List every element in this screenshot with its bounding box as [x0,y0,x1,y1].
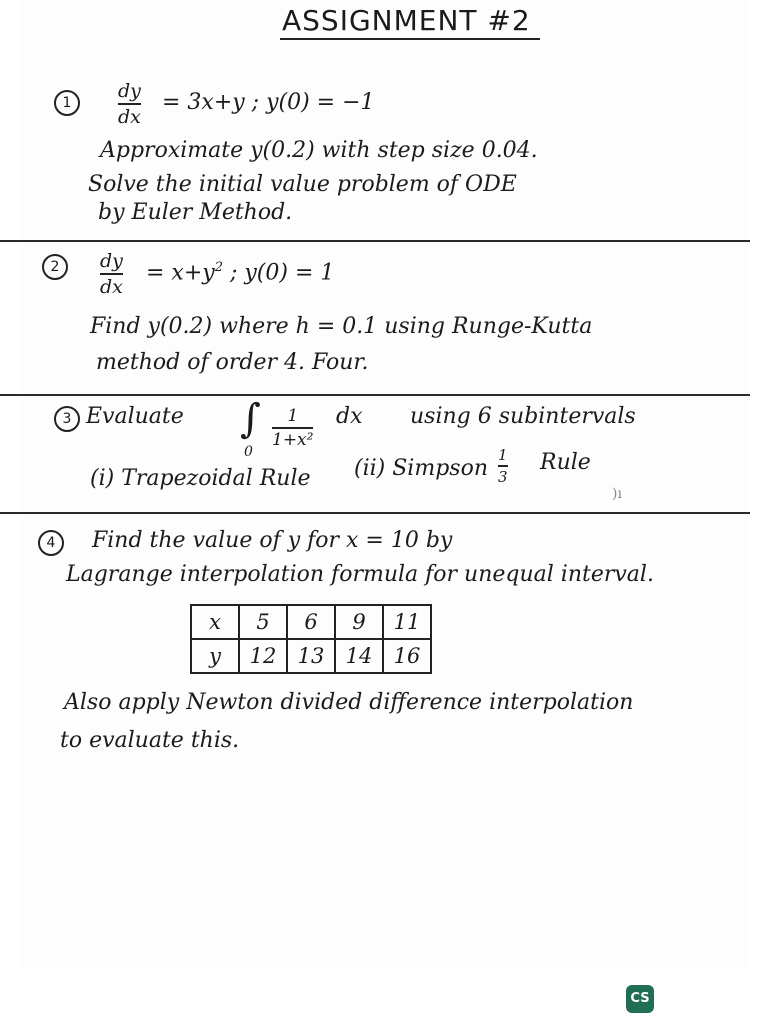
q2-derivative [100,250,123,298]
q4-line-1: Find the value of y for x = 10 by [92,528,453,553]
q3-lower-limit: 0 [244,444,253,460]
q3-integrand-denominator: 1+x² [272,430,314,450]
q1-derivative-numerator: dy [118,80,141,102]
table-cell-y: 14 [335,639,383,673]
question-1-number: 1 [54,90,80,116]
q4-line-3: Also apply Newton divided difference interpolation [64,690,634,715]
table-row-x [191,605,431,639]
q4-line-2: Lagrange interpolation formula for unequal interval. [66,562,654,587]
q3-integrand-numerator: 1 [287,406,299,426]
q2-derivative-numerator: dy [100,250,123,272]
q3-rest: using 6 subintervals [410,404,636,429]
q3-integrand [272,406,313,450]
q2-equation-condition: ; y(0) = 1 [222,260,335,286]
q3-part-1: (i) Trapezoidal Rule [90,466,311,491]
q3-simpson-fraction [498,446,508,486]
q2-line-2: method of order 4. Four. [96,350,369,375]
question-4-number: 4 [38,530,64,556]
table-cell-y: 12 [239,639,287,673]
question-3-number: 3 [54,406,80,432]
q2-line-1: Find y(0.2) where h = 0.1 using Runge-Kutta [90,314,593,339]
fraction-bar [118,103,141,105]
camscanner-logo: CS [626,985,654,1013]
fraction-bar [498,465,508,467]
q2-equation-lhs: = x+y [146,260,215,286]
fraction-bar [272,427,313,429]
table-cell-x: 5 [239,605,287,639]
fraction-bar [100,273,123,275]
q2-equation [146,260,334,285]
q4-line-4: to evaluate this. [60,728,240,753]
q1-derivative [118,80,141,128]
integral-sign: ∫ [240,396,261,442]
divider-3 [0,512,750,514]
table-cell-y: 13 [287,639,335,673]
data-table [190,604,432,674]
q3-simpson-denominator: 3 [498,468,508,486]
table-cell-x: 11 [383,605,431,639]
q3-part-2: (ii) Simpson [354,456,488,481]
table-row-y [191,639,431,673]
q3-evaluate-word: Evaluate [86,404,184,429]
q1-line-3: by Euler Method. [98,200,293,225]
page-title: ASSIGNMENT #2 [282,4,531,37]
stray-mark: )ı [612,486,622,502]
table-cell-x-label: x [191,605,239,639]
q3-rule-word: Rule [540,450,591,475]
q1-line-1: Approximate y(0.2) with step size 0.04. [100,138,538,163]
q2-exponent: 2 [214,260,223,275]
q2-derivative-denominator: dx [100,276,123,298]
divider-2 [0,394,750,396]
title-underline [280,38,540,40]
q3-dx: dx [336,404,363,429]
divider-1 [0,240,750,242]
table-cell-x: 9 [335,605,383,639]
q3-simpson-numerator: 1 [498,446,508,464]
table-cell-x: 6 [287,605,335,639]
question-2-number: 2 [42,254,68,280]
table-cell-y: 16 [383,639,431,673]
q1-equation: = 3x+y ; y(0) = −1 [162,90,375,115]
q1-derivative-denominator: dx [118,106,141,128]
table-cell-y-label: y [191,639,239,673]
q1-line-2: Solve the initial value problem of ODE [88,172,517,197]
